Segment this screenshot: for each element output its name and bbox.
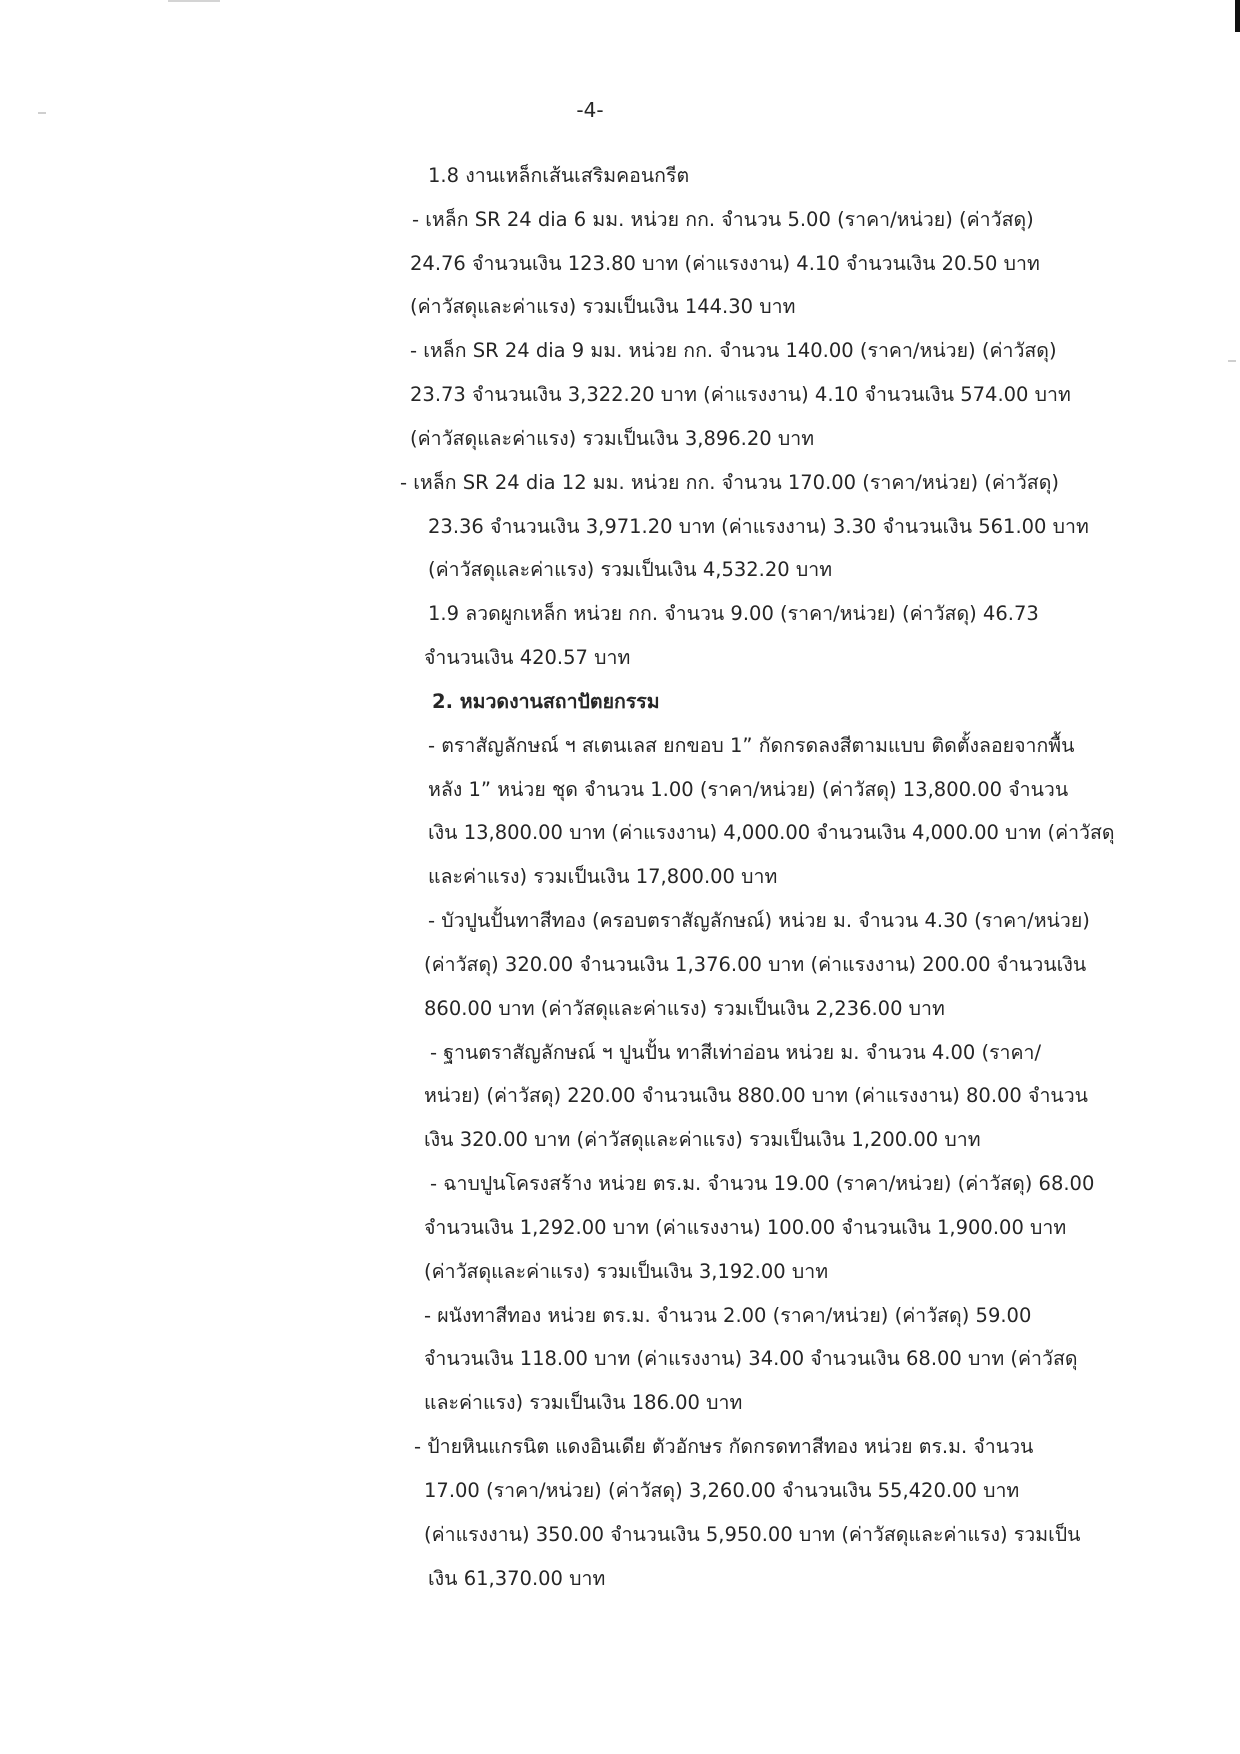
text-line: 23.73 จำนวนเงิน 3,322.20 บาท (ค่าแรงงาน) 4.10 จำนวนเงิน 574.00 บาท [410, 383, 1071, 406]
text-line: เงิน 320.00 บาท (ค่าวัสดุและค่าแรง) รวมเป็นเงิน 1,200.00 บาท [424, 1128, 981, 1151]
text-line: 24.76 จำนวนเงิน 123.80 บาท (ค่าแรงงาน) 4.10 จำนวนเงิน 20.50 บาท [410, 252, 1040, 275]
text-line: - ฐานตราสัญลักษณ์ ฯ ปูนปั้น ทาสีเท่าอ่อน หน่วย ม. จำนวน 4.00 (ราคา/ [430, 1041, 1042, 1064]
scan-top-smudge [168, 0, 220, 2]
text-line: (ค่าวัสดุและค่าแรง) รวมเป็นเงิน 3,896.20 บาท [410, 427, 815, 450]
text-line: เงิน 13,800.00 บาท (ค่าแรงงาน) 4,000.00 จำนวนเงิน 4,000.00 บาท (ค่าวัสดุ [428, 821, 1115, 844]
text-line: (ค่าวัสดุและค่าแรง) รวมเป็นเงิน 144.30 บาท [410, 295, 796, 318]
text-line: หลัง 1” หน่วย ชุด จำนวน 1.00 (ราคา/หน่วย) (ค่าวัสดุ) 13,800.00 จำนวน [428, 778, 1069, 801]
text-line: จำนวนเงิน 118.00 บาท (ค่าแรงงาน) 34.00 จำนวนเงิน 68.00 บาท (ค่าวัสดุ [424, 1347, 1078, 1370]
text-line: (ค่าวัสดุและค่าแรง) รวมเป็นเงิน 4,532.20 บาท [428, 558, 833, 581]
text-line: และค่าแรง) รวมเป็นเงิน 17,800.00 บาท [428, 865, 778, 888]
text-line: 17.00 (ราคา/หน่วย) (ค่าวัสดุ) 3,260.00 จำนวนเงิน 55,420.00 บาท [424, 1479, 1020, 1502]
text-line: 1.9 ลวดผูกเหล็ก หน่วย กก. จำนวน 9.00 (ราคา/หน่วย) (ค่าวัสดุ) 46.73 [428, 602, 1039, 625]
section-heading: 2. หมวดงานสถาปัตยกรรม [432, 690, 660, 713]
text-line: และค่าแรง) รวมเป็นเงิน 186.00 บาท [424, 1391, 743, 1414]
text-line: 860.00 บาท (ค่าวัสดุและค่าแรง) รวมเป็นเงิน 2,236.00 บาท [424, 997, 945, 1020]
text-line: - ฉาบปูนโครงสร้าง หน่วย ตร.ม. จำนวน 19.00 (ราคา/หน่วย) (ค่าวัสดุ) 68.00 [430, 1172, 1095, 1195]
text-line: (ค่าแรงงาน) 350.00 จำนวนเงิน 5,950.00 บาท (ค่าวัสดุและค่าแรง) รวมเป็น [424, 1523, 1081, 1546]
text-line: (ค่าวัสดุและค่าแรง) รวมเป็นเงิน 3,192.00 บาท [424, 1260, 829, 1283]
text-line: 1.8 งานเหล็กเส้นเสริมคอนกรีต [428, 164, 690, 187]
text-line: จำนวนเงิน 420.57 บาท [424, 646, 631, 669]
text-line: - ผนังทาสีทอง หน่วย ตร.ม. จำนวน 2.00 (ราคา/หน่วย) (ค่าวัสดุ) 59.00 [424, 1304, 1032, 1327]
text-line: - เหล็ก SR 24 dia 6 มม. หน่วย กก. จำนวน 5.00 (ราคา/หน่วย) (ค่าวัสดุ) [412, 208, 1034, 231]
text-line: (ค่าวัสดุ) 320.00 จำนวนเงิน 1,376.00 บาท (ค่าแรงงาน) 200.00 จำนวนเงิน [424, 953, 1087, 976]
page-number: -4- [576, 98, 604, 122]
scan-dust-mark [1228, 360, 1236, 362]
text-line: - ป้ายหินแกรนิต แดงอินเดีย ตัวอักษร กัดกรดทาสีทอง หน่วย ตร.ม. จำนวน [414, 1435, 1034, 1458]
text-line: - ตราสัญลักษณ์ ฯ สเตนเลส ยกขอบ 1” กัดกรดลงสีตามแบบ ติดตั้งลอยจากพื้น [428, 734, 1075, 757]
text-line: จำนวนเงิน 1,292.00 บาท (ค่าแรงงาน) 100.00 จำนวนเงิน 1,900.00 บาท [424, 1216, 1067, 1239]
text-line: เงิน 61,370.00 บาท [428, 1567, 606, 1590]
text-line: - เหล็ก SR 24 dia 9 มม. หน่วย กก. จำนวน 140.00 (ราคา/หน่วย) (ค่าวัสดุ) [410, 339, 1057, 362]
text-line: - บัวปูนปั้นทาสีทอง (ครอบตราสัญลักษณ์) หน่วย ม. จำนวน 4.30 (ราคา/หน่วย) [428, 909, 1090, 932]
text-line: 23.36 จำนวนเงิน 3,971.20 บาท (ค่าแรงงาน) 3.30 จำนวนเงิน 561.00 บาท [428, 515, 1089, 538]
text-line: - เหล็ก SR 24 dia 12 มม. หน่วย กก. จำนวน 170.00 (ราคา/หน่วย) (ค่าวัสดุ) [400, 471, 1059, 494]
scan-edge-mark [1235, 0, 1240, 32]
text-line: หน่วย) (ค่าวัสดุ) 220.00 จำนวนเงิน 880.00 บาท (ค่าแรงงาน) 80.00 จำนวน [424, 1084, 1089, 1107]
